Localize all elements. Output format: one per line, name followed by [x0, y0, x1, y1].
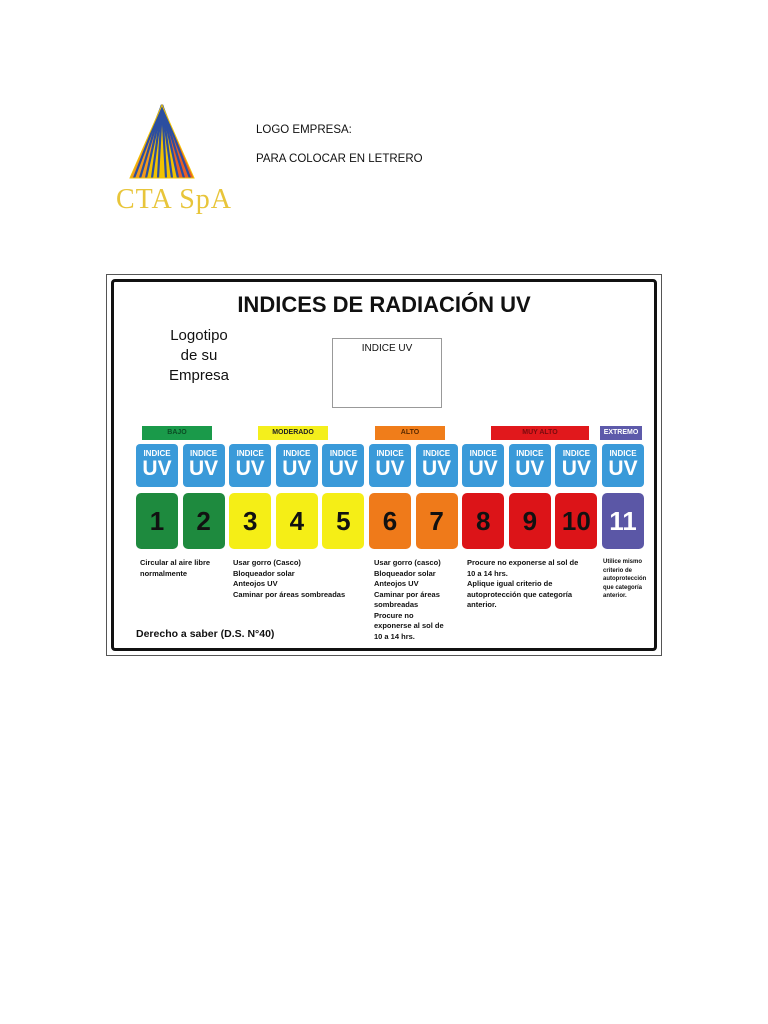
uv-header-indice: INDICE [423, 449, 451, 458]
uv-number: 7 [416, 493, 458, 549]
uv-header-uv: UV [142, 457, 172, 480]
uv-header-indice: INDICE [516, 449, 544, 458]
uv-header [602, 444, 644, 487]
category-extremo: EXTREMO [600, 426, 642, 440]
uv-header-indice: INDICE [329, 449, 357, 458]
uv-header-uv: UV [328, 457, 358, 480]
uv-header [369, 444, 411, 487]
uv-header-uv: UV [375, 457, 405, 480]
uv-header-indice: INDICE [376, 449, 404, 458]
uv-header-indice: INDICE [562, 449, 590, 458]
uv-number: 6 [369, 493, 411, 549]
uv-header [416, 444, 458, 487]
uv-header [509, 444, 551, 487]
uv-number: 8 [462, 493, 504, 549]
category-description-4: Procure no exponerse al sol de 10 a 14 hrs. Aplique igual criterio de autoprotección que categoría anterior. [467, 558, 579, 609]
uv-header-uv: UV [235, 457, 265, 480]
uv-header-uv: UV [561, 457, 591, 480]
uv-number: 10 [555, 493, 597, 549]
uv-header-uv: UV [515, 457, 545, 480]
note-colocar-letrero: PARA COLOCAR EN LETRERO [256, 153, 423, 165]
logo-text: CTA SpA [115, 184, 232, 215]
uv-header-uv: UV [282, 457, 312, 480]
uv-header [276, 444, 318, 487]
category-description-3: Usar gorro (casco) Bloqueador solar Anteojos UV Caminar por áreas sombreadas Procure no exponerse al sol de 10 a 14 hrs. [374, 558, 444, 641]
uv-header [322, 444, 364, 487]
uv-header-indice: INDICE [609, 449, 637, 458]
category-alto: ALTO [375, 426, 445, 440]
logo-placeholder [154, 326, 244, 386]
uv-number: 5 [322, 493, 364, 549]
uv-header [183, 444, 225, 487]
category-moderado: MODERADO [258, 426, 328, 440]
uv-header-uv: UV [422, 457, 452, 480]
company-logo [112, 100, 236, 218]
uv-header-indice: INDICE [190, 449, 218, 458]
category-description-5: Utilice mismo criterio de autoprotección que categoría anterior. [603, 559, 647, 599]
uv-header-indice: INDICE [143, 449, 171, 458]
uv-header [136, 444, 178, 487]
uv-header [555, 444, 597, 487]
category-bajo: BAJO [142, 426, 212, 440]
category-description-1: Circular al aire libre normalmente [140, 558, 211, 578]
category-muy-alto: MUY ALTO [491, 426, 589, 440]
uv-number: 2 [183, 493, 225, 549]
sign-title: INDICES DE RADIACIÓN UV [237, 292, 531, 317]
uv-header-uv: UV [468, 457, 498, 480]
uv-number: 11 [602, 493, 644, 549]
uv-header [229, 444, 271, 487]
uv-sign-frame [111, 279, 657, 651]
uv-number: 1 [136, 493, 178, 549]
uv-header-uv: UV [189, 457, 219, 480]
uv-number: 4 [276, 493, 318, 549]
uv-header-indice: INDICE [236, 449, 264, 458]
uv-header [462, 444, 504, 487]
logo-placeholder-line: de su [180, 347, 218, 364]
logo-placeholder-line: Logotipo [170, 327, 228, 344]
uv-header-uv: UV [608, 457, 638, 480]
logo-placeholder-line: Empresa [168, 367, 230, 384]
category-description-2: Usar gorro (Casco) Bloqueador solar Anteojos UV Caminar por áreas sombreadas [233, 558, 346, 599]
note-logo-empresa: LOGO EMPRESA: [256, 124, 352, 136]
indice-uv-box: INDICE UV [332, 338, 442, 408]
uv-number: 3 [229, 493, 271, 549]
uv-number: 9 [509, 493, 551, 549]
logo-triangle-icon [112, 100, 236, 190]
sign-footer: Derecho a saber (D.S. N°40) [136, 628, 275, 640]
uv-header-indice: INDICE [283, 449, 311, 458]
uv-sign [106, 274, 662, 656]
uv-header-indice: INDICE [469, 449, 497, 458]
